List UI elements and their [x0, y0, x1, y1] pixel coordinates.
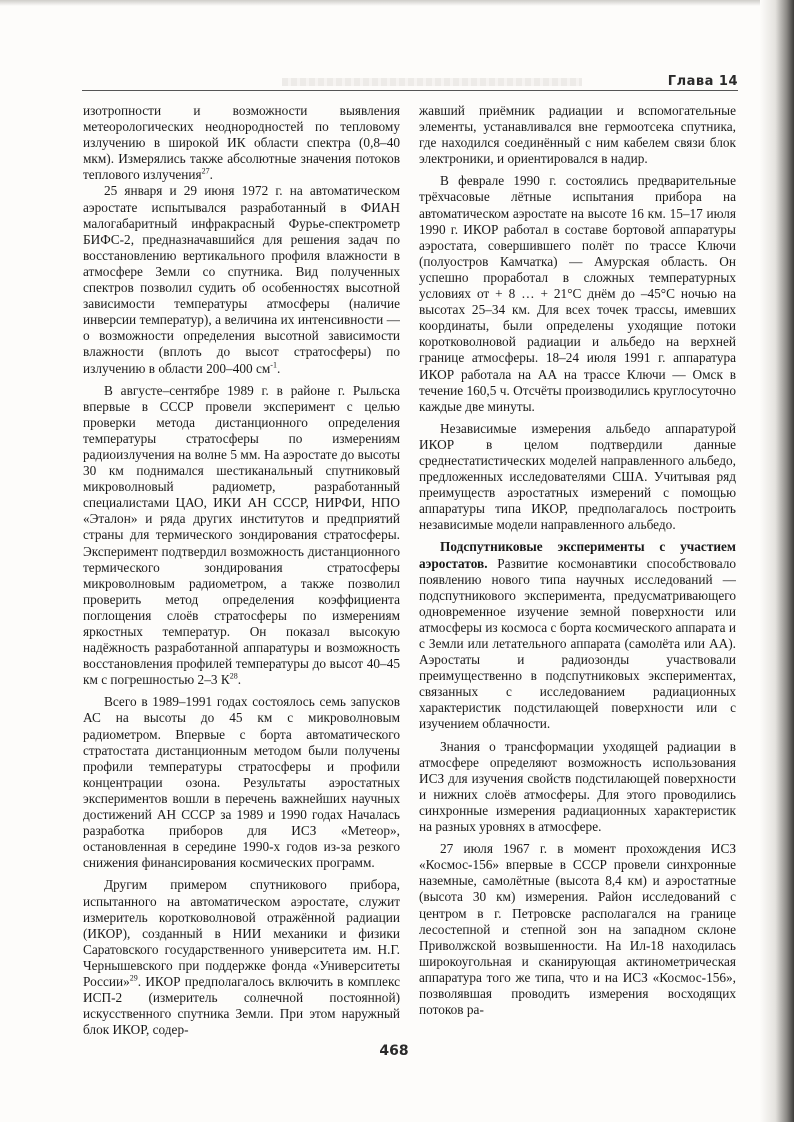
paragraph: изотропности и возможности выявления метеорологических неоднородностей по тепловому излучению в широкой ИК области спектра (0,8–40 мкм). Измерялись также абсолютные значения потоков теплового излучения$^{27}$.	[83, 103, 400, 183]
paragraph: В феврале 1990 г. состоялись предварительные трёхчасовые лётные испытания прибора на автоматическом аэростате на высоте 16 км. 15–17 июля 1990 г. ИКОР работал в составе бортовой аппаратуры аэростата, совершившего полёт по трассе Ключи (полуостров Камчатка) — Амурская область. Он успешно проработал в сложных температурных условиях от + 8 … + 21°С днём до –45°С ночью на высотах 25–34 км. Для всех точек трассы, имевших координаты, были определены уходящие потоки коротковолновой радиации и альбедо на верхней границе атмосферы. 18–24 июля 1991 г. аппаратура ИКОР работала на АА на трассе Ключи — Омск в течение 160,5 ч. Отсчёты производились круглосуточно каждые две минуты.	[419, 173, 736, 414]
paragraph: Всего в 1989–1991 годах состоялось семь запусков АС на высоты до 45 км с микроволновым радиометром. Впервые с борта автоматического стратостата дистанционным методом были получены профили температуры стратосферы и профили концентрации озона. Результаты аэростатных экспериментов вошли в перечень важнейших научных достижений АН СССР за 1989 и 1990 годах Началась разработка приборов для ИСЗ «Метеор», остановленная в середине 1990-х годов из-за резкого снижения финансирования космических программ.	[83, 694, 400, 871]
footnote-ref: 28	[229, 671, 238, 681]
right-column	[419, 103, 736, 1043]
paragraph: жавший приёмник радиации и вспомогательные элементы, устанавливался вне гермоотсека спутника, где находился соединённый с ним кабелем связи блок электроники, и ориентировался в надир.	[419, 103, 736, 167]
chapter-title: Глава 14	[662, 74, 738, 89]
book-gutter-shadow	[760, 0, 794, 1122]
paragraph: 25 января и 29 июня 1972 г. на автоматическом аэростате испытывался разработанный в ФИАН малогабаритный инфракрасный Фурье-спектрометр БИФС-2, предназначавшийся для решения задач по восстановлению вертикального профиля влажности в атмосфере Земли со спутника. Вид полученных спектров позволил судить об особенностях высотной зависимости температуры атмосферы (наличие инверсии температур), а величина их интенсивности — о возможности определения высотной зависимости влажности (вплоть до высот стратосферы) по излучению в области 200–400 $см^{-1}$.	[83, 183, 400, 376]
page-top-edge	[0, 0, 794, 6]
superscript: -1	[270, 360, 277, 370]
paragraph: Знания о трансформации уходящей радиации в атмосфере определяют возможность использования ИСЗ для изучения свойств подстилающей поверхности и нижних слоёв атмосферы. Для этого проводились синхронные измерения радиационных характеристик на разных уровнях в атмосфере.	[419, 738, 736, 835]
running-header	[82, 74, 738, 94]
header-decoration	[282, 78, 582, 86]
paragraph: Подспутниковые эксперименты с участием аэростатов. Развитие космонавтики способствовало появлению нового типа научных исследований — подспутникового эксперимента, предусматривающего одновременное изучение земной поверхности или атмосферы из космоса с борта космического аппарата и с Земли или летательного аппарата (самолёта или АА). Аэростаты и радиозонды участвовали преимущественно в подспутниковых экспериментах, связанных с исследованием радиационных характеристик подстилающей поверхности или с изучением облачности.	[419, 539, 736, 732]
footnote-ref: 29	[129, 973, 138, 983]
paragraph: Независимые измерения альбедо аппаратурой ИКОР в целом подтвердили данные среднестатистических моделей направленного альбедо, предложенных исследователями США. Учитывая ряд преимуществ аэростатных измерений с помощью аппаратуры типа ИКОР, предполагалось построить независимые модели направленного альбедо.	[419, 420, 736, 533]
header-rule	[82, 90, 738, 91]
left-column	[83, 103, 400, 1043]
page-number: 468	[379, 1043, 409, 1059]
footnote-ref: 27	[201, 166, 210, 176]
paragraph: 27 июля 1967 г. в момент прохождения ИСЗ «Космос-156» впервые в СССР провели синхронные наземные, самолётные (высота 8,4 км) и аэростатные (высота 30 км) измерения. Район исследований с центром в г. Петровске располагался на границе лесостепной и степной зон на западном склоне Приволжской возвышенности. На Ил-18 находилась широкоугольная и сканирующая актинометрическая аппаратура того же типа, что и на ИСЗ «Космос-156», позволявшая проводить измерения восходящих потоков ра-	[419, 841, 736, 1018]
paragraph: В августе–сентябре 1989 г. в районе г. Рыльска впервые в СССР провели эксперимент с целью проверки метода дистанционного определения температуры стратосферы по измерениям радиоизлучения на волне 5 мм. На аэростате до высоты 30 км поднимался шестиканальный спутниковый микроволновый радиометр, разработанный специалистами ЦАО, ИКИ АН СССР, НИРФИ, НПО «Эталон» и ряда других институтов и предприятий страны для термического зондирования стратосферы. Эксперимент подтвердил возможность дистанционного термического зондирования стратосферы микроволновым радиометром, а также позволил проверить метод определения коэффициента поглощения слоёв стратосферы по измерениям яркостных температур. Он показал высокую надёжность разработанной аппаратуры и возможность восстановления профилей температуры до высот 40–45 км с погрешностью 2–3 $К^{28}$.	[83, 382, 400, 688]
section-heading: Подспутниковые эксперименты с участием аэростатов.	[419, 539, 736, 571]
paragraph: Другим примером спутникового прибора, испытанного на автоматическом аэростате, служит измеритель коротковолновой отражённой радиации (ИКОР), созданный в НИИ механики и физики Саратовского государственного университета им. Н.Г. Чернышевского при поддержке фонда «Университеты России»$^{29}$. ИКОР предполагалось включить в комплекс ИСП-2 (измеритель солнечной постоянной) искусственного спутника Земли. При этом наружный блок ИКОР, содер-	[83, 877, 400, 1038]
